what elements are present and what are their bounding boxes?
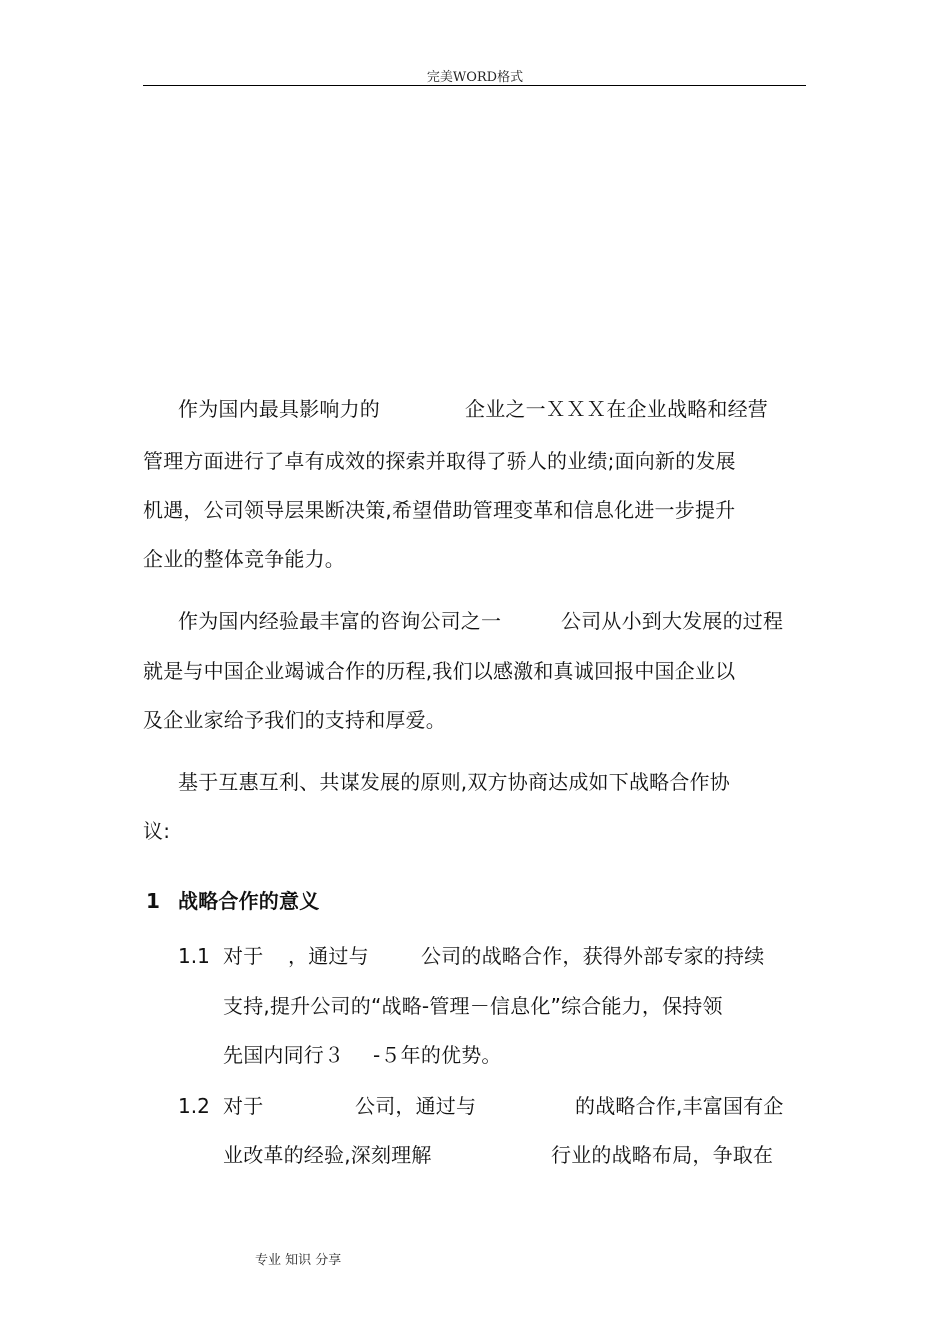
item-1-1-line-3b: -５年的优势。 bbox=[373, 1043, 502, 1067]
paragraph-3-line-2: 议: bbox=[143, 819, 171, 843]
page-footer: 专业 知识 分享 bbox=[255, 1253, 342, 1268]
paragraph-1-line-1a: 作为国内最具影响力的 bbox=[178, 397, 380, 421]
section-1-number: 1 bbox=[146, 889, 160, 913]
paragraph-1-line-3: 机遇，公司领导层果断决策,希望借助管理变革和信息化进一步提升 bbox=[143, 498, 736, 522]
item-1-2-line-1a: 对于 bbox=[223, 1094, 264, 1118]
item-1-1-line-3a: 先国内同行３ bbox=[223, 1043, 345, 1067]
paragraph-2-line-2: 就是与中国企业竭诚合作的历程,我们以感激和真诚回报中国企业以 bbox=[143, 659, 736, 683]
item-1-2-line-2a: 业改革的经验,深刻理解 bbox=[223, 1143, 432, 1167]
item-1-2-line-2b: 行业的战略布局，争取在 bbox=[551, 1143, 774, 1167]
paragraph-2-line-1b: 公司从小到大发展的过程 bbox=[561, 609, 784, 633]
item-1-2-number: 1.2 bbox=[178, 1094, 210, 1118]
item-1-1-line-1b: ，通过与 bbox=[288, 944, 369, 968]
paragraph-1-line-1b: 企业之一ＸＸＸ在企业战略和经营 bbox=[465, 397, 768, 421]
paragraph-1-line-2: 管理方面进行了卓有成效的探索并取得了骄人的业绩;面向新的发展 bbox=[143, 449, 736, 473]
section-1-title: 战略合作的意义 bbox=[178, 889, 320, 913]
paragraph-2-line-1a: 作为国内经验最丰富的咨询公司之一 bbox=[178, 609, 502, 633]
paragraph-1-line-4: 企业的整体竞争能力。 bbox=[143, 547, 345, 571]
paragraph-3-line-1: 基于互惠互利、共谋发展的原则,双方协商达成如下战略合作协 bbox=[178, 770, 730, 794]
paragraph-2-line-3: 及企业家给予我们的支持和厚爱。 bbox=[143, 708, 446, 732]
item-1-1-line-1a: 对于 bbox=[223, 944, 264, 968]
item-1-1-line-1c: 公司的战略合作，获得外部专家的持续 bbox=[421, 944, 765, 968]
page-header: 完美WORD格式 bbox=[426, 70, 524, 85]
item-1-2-line-1b: 公司，通过与 bbox=[355, 1094, 477, 1118]
item-1-1-line-2: 支持,提升公司的“战略-管理－信息化”综合能力，保持领 bbox=[223, 994, 723, 1018]
header-divider bbox=[143, 85, 806, 86]
item-1-1-number: 1.1 bbox=[178, 944, 210, 968]
item-1-2-line-1c: 的战略合作,丰富国有企 bbox=[575, 1094, 784, 1118]
